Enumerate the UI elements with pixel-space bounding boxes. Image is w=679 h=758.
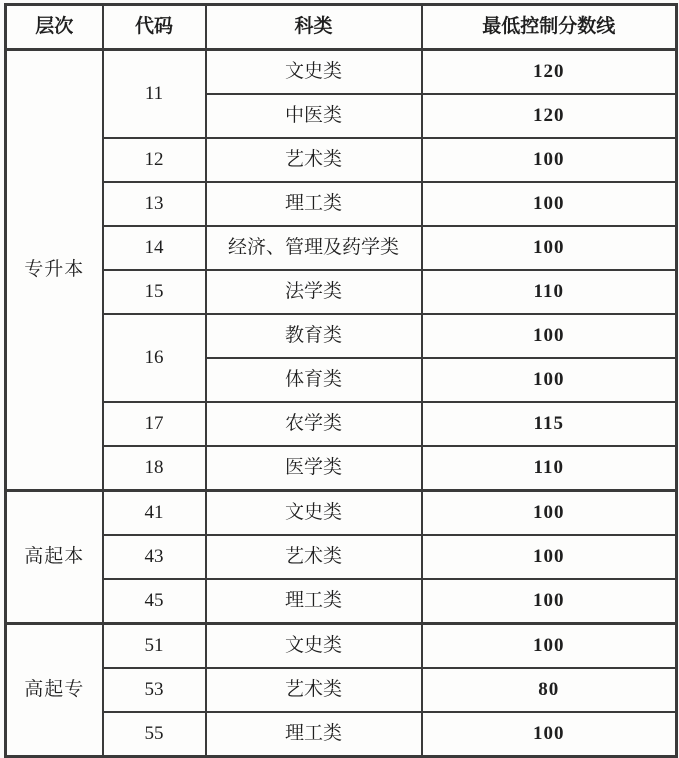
score-cell: 100	[422, 712, 677, 757]
score-cell: 115	[422, 402, 677, 446]
category-cell: 体育类	[206, 358, 422, 402]
table-row	[6, 50, 677, 95]
category-cell: 理工类	[206, 182, 422, 226]
score-cell: 100	[422, 535, 677, 579]
table-row	[6, 668, 677, 712]
table-row	[6, 314, 677, 358]
table-row	[6, 624, 677, 669]
score-cell: 100	[422, 226, 677, 270]
column-header-1: 代码	[103, 5, 206, 50]
code-cell: 11	[103, 50, 206, 139]
category-cell: 农学类	[206, 402, 422, 446]
category-cell: 艺术类	[206, 138, 422, 182]
category-cell: 中医类	[206, 94, 422, 138]
score-cell: 110	[422, 446, 677, 491]
score-cell: 110	[422, 270, 677, 314]
header-row	[6, 5, 677, 50]
code-cell: 14	[103, 226, 206, 270]
level-cell: 高起专	[6, 624, 103, 757]
score-cell: 100	[422, 358, 677, 402]
code-cell: 17	[103, 402, 206, 446]
code-cell: 43	[103, 535, 206, 579]
admission-score-table	[4, 3, 678, 758]
column-header-0: 层次	[6, 5, 103, 50]
category-cell: 教育类	[206, 314, 422, 358]
code-cell: 51	[103, 624, 206, 669]
score-cell: 120	[422, 94, 677, 138]
code-cell: 55	[103, 712, 206, 757]
table-row	[6, 579, 677, 624]
column-header-2: 科类	[206, 5, 422, 50]
category-cell: 医学类	[206, 446, 422, 491]
category-cell: 法学类	[206, 270, 422, 314]
level-cell: 高起本	[6, 491, 103, 624]
code-cell: 16	[103, 314, 206, 402]
code-cell: 12	[103, 138, 206, 182]
code-cell: 18	[103, 446, 206, 491]
score-cell: 100	[422, 314, 677, 358]
column-header-3: 最低控制分数线	[422, 5, 677, 50]
category-cell: 文史类	[206, 491, 422, 536]
table-body	[6, 50, 677, 757]
category-cell: 艺术类	[206, 535, 422, 579]
score-cell: 100	[422, 138, 677, 182]
score-cell: 100	[422, 624, 677, 669]
code-cell: 45	[103, 579, 206, 624]
code-cell: 13	[103, 182, 206, 226]
score-cell: 120	[422, 50, 677, 95]
table-row	[6, 535, 677, 579]
category-cell: 文史类	[206, 624, 422, 669]
code-cell: 41	[103, 491, 206, 536]
category-cell: 经济、管理及药学类	[206, 226, 422, 270]
table-row	[6, 182, 677, 226]
table-row	[6, 446, 677, 491]
table-row	[6, 226, 677, 270]
table-row	[6, 491, 677, 536]
table-row	[6, 138, 677, 182]
score-cell: 80	[422, 668, 677, 712]
table-header	[6, 5, 677, 50]
level-cell: 专升本	[6, 50, 103, 491]
score-cell: 100	[422, 491, 677, 536]
category-cell: 艺术类	[206, 668, 422, 712]
code-cell: 53	[103, 668, 206, 712]
table-row	[6, 712, 677, 757]
score-cell: 100	[422, 182, 677, 226]
score-cell: 100	[422, 579, 677, 624]
category-cell: 文史类	[206, 50, 422, 95]
table-row	[6, 270, 677, 314]
category-cell: 理工类	[206, 712, 422, 757]
table-row	[6, 402, 677, 446]
category-cell: 理工类	[206, 579, 422, 624]
code-cell: 15	[103, 270, 206, 314]
